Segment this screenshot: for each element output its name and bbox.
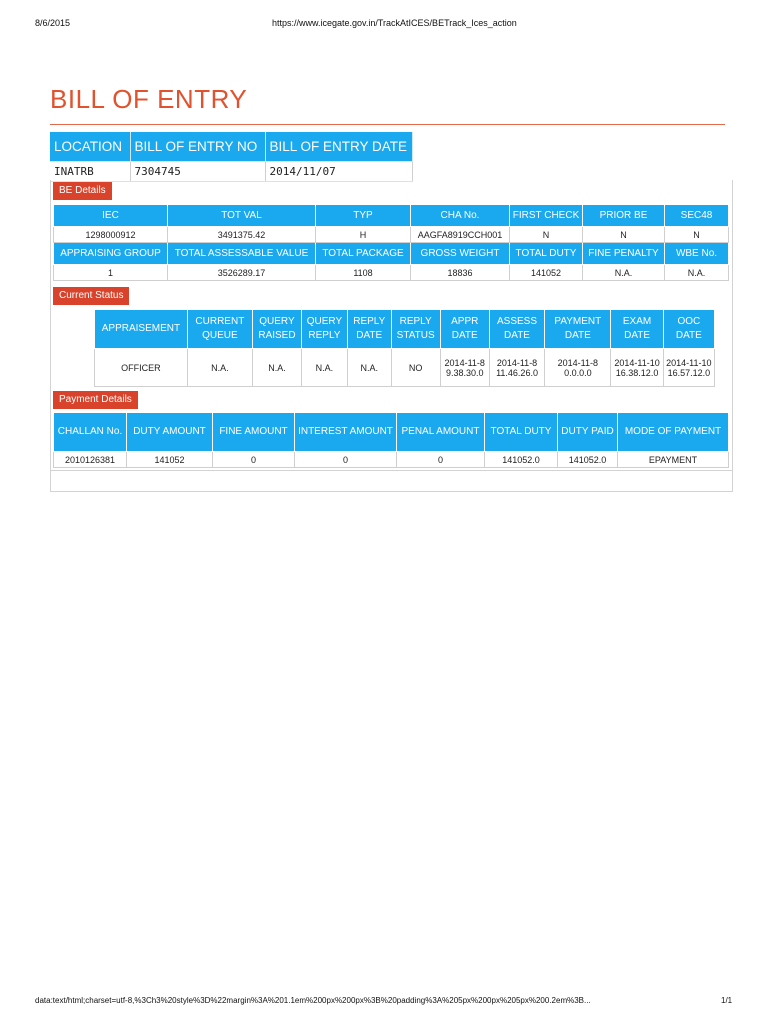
bill-of-entry-no-value: 7304745 — [130, 162, 265, 182]
bill-of-entry-no-header: BILL OF ENTRY NO — [130, 132, 265, 162]
appraising-group-value: 1 — [54, 265, 168, 281]
be-details-table — [53, 204, 729, 281]
exam-date-header: EXAM DATE — [611, 310, 663, 349]
typ-header: TYP — [316, 205, 411, 227]
current-queue-value: N.A. — [187, 349, 252, 387]
query-reply-header: QUERY REPLY — [302, 310, 348, 349]
current-status-button[interactable]: Current Status — [53, 287, 129, 305]
current-status-table — [94, 309, 715, 387]
total-duty-pay-value: 141052.0 — [485, 452, 558, 468]
prior-be-header: PRIOR BE — [583, 205, 665, 227]
fine-amount-value: 0 — [213, 452, 295, 468]
query-reply-value: N.A. — [302, 349, 348, 387]
payment-details-table — [53, 412, 729, 468]
cha-no-value: AAGFA8919CCH001 — [411, 227, 510, 243]
print-date: 8/6/2015 — [35, 18, 71, 28]
assess-date-header: ASSESS DATE — [489, 310, 544, 349]
first-check-value: N — [510, 227, 583, 243]
location-value: INATRB — [50, 162, 130, 182]
duty-paid-header: DUTY PAID — [558, 413, 618, 452]
page-title: BILL OF ENTRY — [50, 84, 248, 114]
location-table — [50, 132, 413, 182]
total-assessable-value-value: 3526289.17 — [168, 265, 316, 281]
fine-penalty-header: FINE PENALTY — [583, 243, 665, 265]
appr-date-value: 2014-11-8 9.38.30.0 — [440, 349, 489, 387]
title-rule — [50, 124, 725, 125]
exam-date-value: 2014-11-10 16.38.12.0 — [611, 349, 663, 387]
payment-details-button[interactable]: Payment Details — [53, 391, 138, 409]
wbe-no-header: WBE No. — [665, 243, 729, 265]
cha-no-header: CHA No. — [411, 205, 510, 227]
mode-of-payment-value: EPAYMENT — [618, 452, 729, 468]
penal-amount-header: PENAL AMOUNT — [397, 413, 485, 452]
appr-date-header: APPR DATE — [440, 310, 489, 349]
assess-date-value: 2014-11-8 11.46.26.0 — [489, 349, 544, 387]
appraisement-header: APPRAISEMENT — [95, 310, 188, 349]
iec-header: IEC — [54, 205, 168, 227]
fine-penalty-value: N.A. — [583, 265, 665, 281]
total-package-header: TOTAL PACKAGE — [316, 243, 411, 265]
query-raised-header: QUERY RAISED — [252, 310, 301, 349]
duty-amount-header: DUTY AMOUNT — [127, 413, 213, 452]
total-duty-header: TOTAL DUTY — [510, 243, 583, 265]
footer-data-url: data:text/html;charset=utf-8,%3Ch3%20style%3D%22margin%3A%201.1em%200px%200px%3B%20padding%3A%205px%200px%205px%200.2em%3B... — [35, 996, 591, 1005]
iec-value: 1298000912 — [54, 227, 168, 243]
reply-date-value: N.A. — [347, 349, 391, 387]
fine-amount-header: FINE AMOUNT — [213, 413, 295, 452]
tot-val-value: 3491375.42 — [168, 227, 316, 243]
payment-date-value: 2014-11-8 0.0.0.0 — [545, 349, 611, 387]
gross-weight-value: 18836 — [411, 265, 510, 281]
ooc-date-value: 2014-11-10 16.57.12.0 — [663, 349, 714, 387]
prior-be-value: N — [583, 227, 665, 243]
duty-amount-value: 141052 — [127, 452, 213, 468]
wbe-no-value: N.A. — [665, 265, 729, 281]
sec48-value: N — [665, 227, 729, 243]
location-header: LOCATION — [50, 132, 130, 162]
reply-status-value: NO — [391, 349, 440, 387]
bill-of-entry-date-value: 2014/11/07 — [265, 162, 412, 182]
typ-value: H — [316, 227, 411, 243]
penal-amount-value: 0 — [397, 452, 485, 468]
reply-date-header: REPLY DATE — [347, 310, 391, 349]
frame-divider — [50, 470, 732, 471]
challan-no-header: CHALLAN No. — [54, 413, 127, 452]
payment-date-header: PAYMENT DATE — [545, 310, 611, 349]
gross-weight-header: GROSS WEIGHT — [411, 243, 510, 265]
bill-of-entry-date-header: BILL OF ENTRY DATE — [265, 132, 412, 162]
challan-no-value: 2010126381 — [54, 452, 127, 468]
duty-paid-value: 141052.0 — [558, 452, 618, 468]
first-check-header: FIRST CHECK — [510, 205, 583, 227]
query-raised-value: N.A. — [252, 349, 301, 387]
sec48-header: SEC48 — [665, 205, 729, 227]
interest-amount-value: 0 — [295, 452, 397, 468]
appraisement-value: OFFICER — [95, 349, 188, 387]
total-duty-pay-header: TOTAL DUTY — [485, 413, 558, 452]
reply-status-header: REPLY STATUS — [391, 310, 440, 349]
ooc-date-header: OOC DATE — [663, 310, 714, 349]
page-number: 1/1 — [721, 996, 733, 1005]
appraising-group-header: APPRAISING GROUP — [54, 243, 168, 265]
total-duty-value: 141052 — [510, 265, 583, 281]
mode-of-payment-header: MODE OF PAYMENT — [618, 413, 729, 452]
print-url: https://www.icegate.gov.in/TrackAtICES/BETrack_Ices_action — [272, 18, 517, 28]
total-assessable-value-header: TOTAL ASSESSABLE VALUE — [168, 243, 316, 265]
be-details-button[interactable]: BE Details — [53, 182, 112, 200]
tot-val-header: TOT VAL — [168, 205, 316, 227]
current-queue-header: CURRENT QUEUE — [187, 310, 252, 349]
interest-amount-header: INTEREST AMOUNT — [295, 413, 397, 452]
total-package-value: 1108 — [316, 265, 411, 281]
